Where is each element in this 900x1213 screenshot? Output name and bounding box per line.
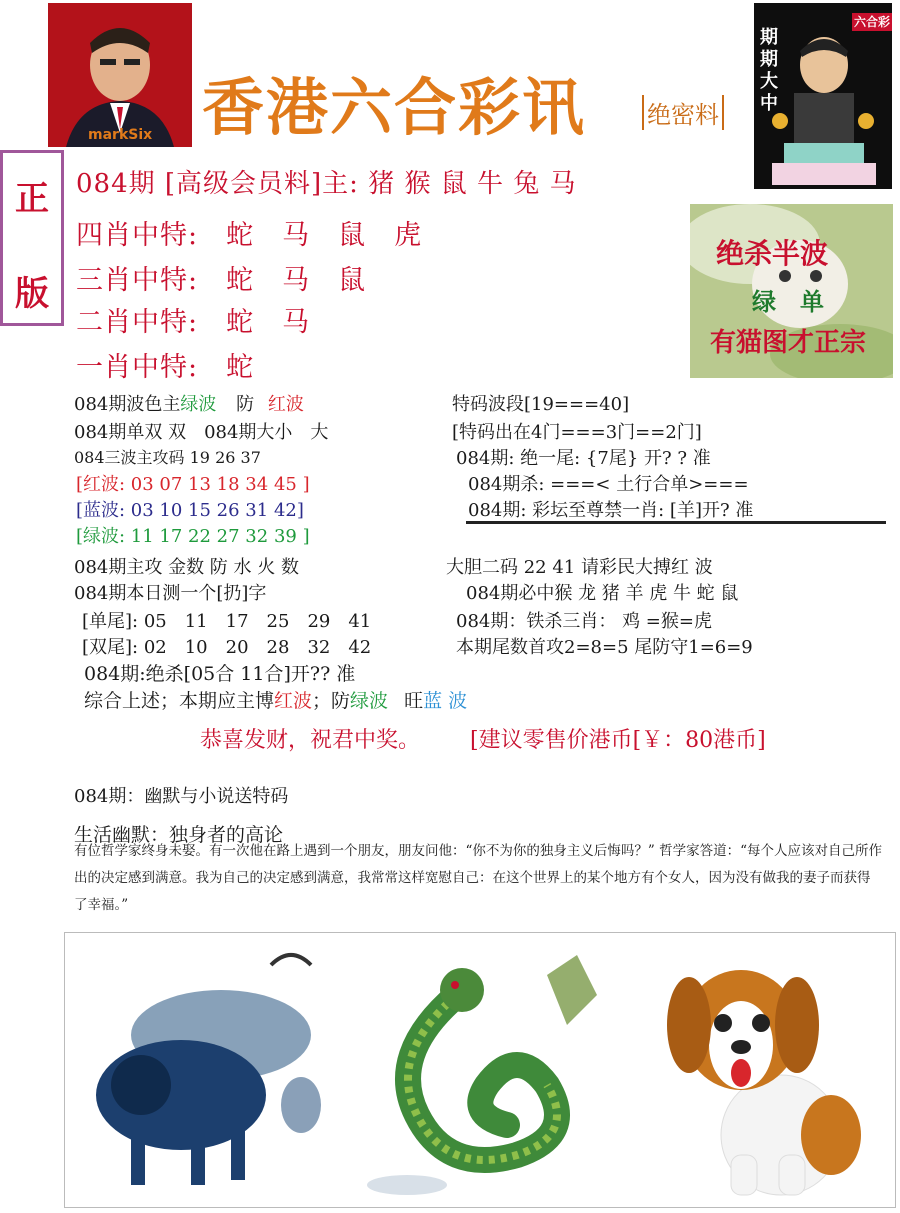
- stamp-line-2: 版: [15, 274, 49, 314]
- bold-two-line: 大胆二码 22 41 请彩民大搏红 波: [446, 557, 713, 578]
- two-zodiac-pick: 二肖中特: 蛇 马: [76, 307, 311, 338]
- cat-ad-line-2: 绿 单: [752, 287, 824, 316]
- special-segment-line: 特码波段[19===40]: [452, 394, 630, 415]
- cat-ad-line-3: 有猫图才正宗: [710, 328, 867, 358]
- logo-text: markSix: [88, 127, 153, 143]
- wave-color-line: [74, 390, 304, 416]
- mascot-image: [754, 3, 892, 189]
- divider-line: [466, 521, 886, 524]
- three-zodiac-pick: 三肖中特: 蛇 马 鼠: [76, 265, 367, 296]
- wave-guard: 红波: [267, 394, 304, 415]
- summary-line: [84, 686, 467, 713]
- odd-even-line: 084期单双 双 084期大小 大: [74, 422, 329, 443]
- iron-kill-line: 084期：铁杀三肖： 鸡 =猴=虎: [456, 611, 712, 632]
- summary-blue: 蓝 波: [423, 690, 468, 712]
- blue-wave-numbers: [蓝波: 03 10 15 26 31 42]: [76, 500, 304, 521]
- daily-word-line: 084期本日测一个[扔]字: [74, 583, 267, 604]
- wave-prefix: 084期波色主: [74, 394, 181, 415]
- page-title: 香港六合彩讯: [202, 71, 587, 144]
- wave-guard-label: 防: [236, 394, 255, 415]
- one-zodiac-pick: 一肖中特: 蛇: [76, 352, 255, 383]
- kill-combo-line: 084期:绝杀[05合 11合]开?? 准: [84, 663, 356, 685]
- one-tail-line: 084期: 绝一尾: {7尾} 开? ? 准: [456, 448, 711, 469]
- single-tail-line: [单尾]: 05 11 17 25 29 41: [82, 611, 372, 632]
- four-zodiac-pick: 四肖中特: 蛇 马 鼠 虎: [76, 220, 423, 251]
- summary-green: 绿波: [350, 690, 389, 712]
- ox-painting: [71, 935, 341, 1205]
- kill-line: 084期杀: ===< 土行合单>===: [468, 474, 749, 495]
- price-text: [建议零售价港币[￥：80港币]: [470, 728, 766, 753]
- story-body: 有位哲学家终身未娶。有一次他在路上遇到一个朋友，朋友问他：“你不为你的独身主义后悔吗？” 哲学家答道：“每个人应该对自己所作出的决定感到满意。我为自己的决定感到满意，我常常这样宽慰自己：在这个世界上的某个地方有个女人，因为没有做我的妻子而获得了幸福。”: [74, 843, 882, 913]
- wave-main: 绿波: [180, 394, 217, 415]
- story-heading: 084期：幽默与小说送特码: [74, 786, 289, 807]
- dog-cartoon: [661, 935, 891, 1205]
- stamp-line-1: 正: [15, 179, 49, 219]
- summary-red: 红波: [274, 690, 313, 712]
- red-wave-numbers: [红波: 03 07 13 18 34 45 ]: [76, 474, 310, 495]
- summary-mid: ；防: [312, 690, 351, 712]
- summary-prefix: 综合上述；本期应主博: [84, 690, 275, 712]
- cat-ad-image: [690, 204, 893, 378]
- image-strip: [64, 932, 896, 1208]
- must-hit-line: 084期必中猴 龙 猪 羊 虎 牛 蛇 鼠: [466, 583, 739, 604]
- main-attack-line: 084期主攻 金数 防 水 火 数: [74, 557, 299, 578]
- mascot-caption: 期期大中: [760, 27, 778, 114]
- double-tail-line: [双尾]: 02 10 20 28 32 42: [82, 637, 372, 658]
- mascot-sign: 六合彩: [854, 15, 891, 29]
- tail-attack-line: 本期尾数首攻2=8=5 尾防守1=6=9: [456, 637, 753, 658]
- cat-ad-line-1: 绝杀半波: [716, 237, 829, 270]
- page-subtitle: 绝密料: [642, 95, 724, 130]
- authentic-stamp: [0, 150, 64, 326]
- summary-wang: 旺: [404, 690, 424, 712]
- congrats-text: 恭喜发财，祝君中奖。: [200, 728, 421, 753]
- dragon-painting: [347, 935, 627, 1205]
- forbidden-line: 084期: 彩坛至尊禁一肖: [羊]开? 准: [468, 500, 754, 521]
- special-door-line: [特码出在4门===3门==2门]: [452, 422, 702, 443]
- three-wave-line: 084三波主攻码 19 26 37: [74, 448, 261, 467]
- host-photo: [48, 3, 192, 147]
- story-title: 生活幽默：独身者的高论: [74, 824, 284, 846]
- green-wave-numbers: [绿波: 11 17 22 27 32 39 ]: [76, 526, 310, 547]
- member-line: 084期 [高级会员料]主: 猪 猴 鼠 牛 兔 马: [76, 169, 577, 199]
